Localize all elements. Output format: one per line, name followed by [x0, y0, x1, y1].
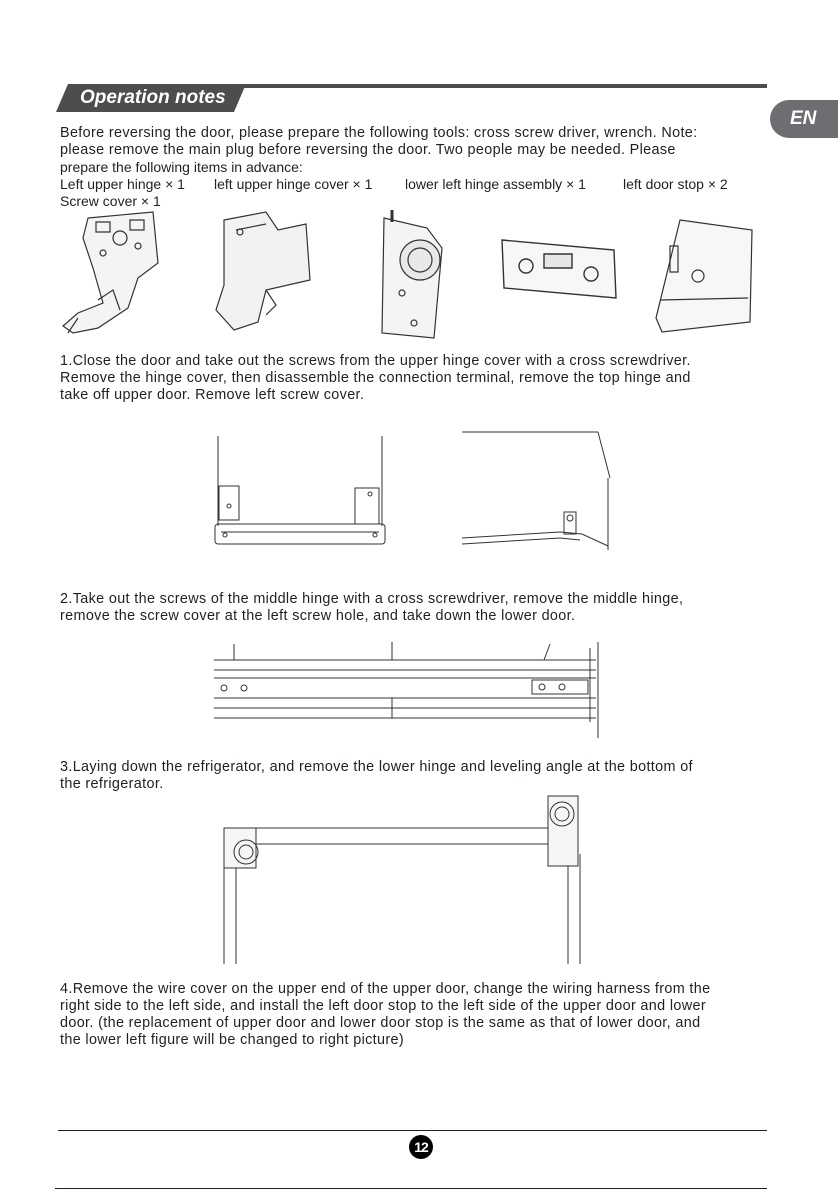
step-1-illustration-side [460, 430, 610, 550]
step-3-line-1: 3.Laying down the refrigerator, and remove the lower hinge and leveling angle at the bottom of [60, 759, 693, 775]
step-2-line-1: 2.Take out the screws of the middle hinge with a cross screwdriver, remove the middle hinge, [60, 591, 684, 607]
item-lower-left-hinge-assembly: lower left hinge assembly × 1 [405, 176, 586, 192]
item-left-upper-hinge-cover: left upper hinge cover × 1 [214, 176, 373, 192]
step-4-line-2: right side to the left side, and install the left door stop to the left side of the upper door and lower [60, 998, 706, 1014]
step-4-line-3: door. (the replacement of upper door and lower door stop is the same as that of lower door, and [60, 1015, 701, 1031]
item-screw-cover: Screw cover × 1 [60, 193, 161, 209]
language-tab-label: EN [790, 108, 817, 129]
step-4-line-4: the lower left figure will be changed to right picture) [60, 1032, 405, 1048]
step-1-line-2: Remove the hinge cover, then disassemble the connection terminal, remove the top hinge and [60, 370, 691, 386]
left-door-stop-illustration [496, 236, 621, 302]
intro-line-2: please remove the main plug before reversing the door. Two people may be needed. Please [60, 142, 676, 158]
item-left-door-stop: left door stop × 2 [623, 176, 728, 192]
left-upper-hinge-cover-illustration [206, 210, 316, 335]
header-rule [241, 84, 767, 88]
step-2-line-2: remove the screw cover at the left screw hole, and take down the lower door. [60, 608, 576, 624]
step-1-illustration-front [215, 436, 385, 548]
item-left-upper-hinge: Left upper hinge × 1 [60, 176, 185, 192]
screw-cover-illustration [650, 218, 760, 338]
step-4-line-1: 4.Remove the wire cover on the upper end of the upper door, change the wiring harness from the [60, 981, 711, 997]
step-3-illustration [222, 794, 584, 964]
step-2-illustration [214, 642, 602, 738]
step-1-line-3: take off upper door. Remove left screw cover. [60, 387, 365, 403]
step-3-line-2: the refrigerator. [60, 776, 164, 792]
intro-line-1: Before reversing the door, please prepare the following tools: cross screw driver, wrench. Note: [60, 125, 698, 141]
lower-left-hinge-assembly-illustration [372, 208, 452, 342]
page-number: 12 [409, 1135, 433, 1159]
footer-rule [58, 1130, 767, 1131]
page-bottom-rule [55, 1188, 767, 1189]
intro-line-3: prepare the following items in advance: [60, 159, 303, 175]
step-1-line-1: 1.Close the door and take out the screws from the upper hinge cover with a cross screwdriver. [60, 353, 691, 369]
section-title: Operation notes [80, 87, 226, 108]
left-upper-hinge-illustration [58, 208, 168, 342]
